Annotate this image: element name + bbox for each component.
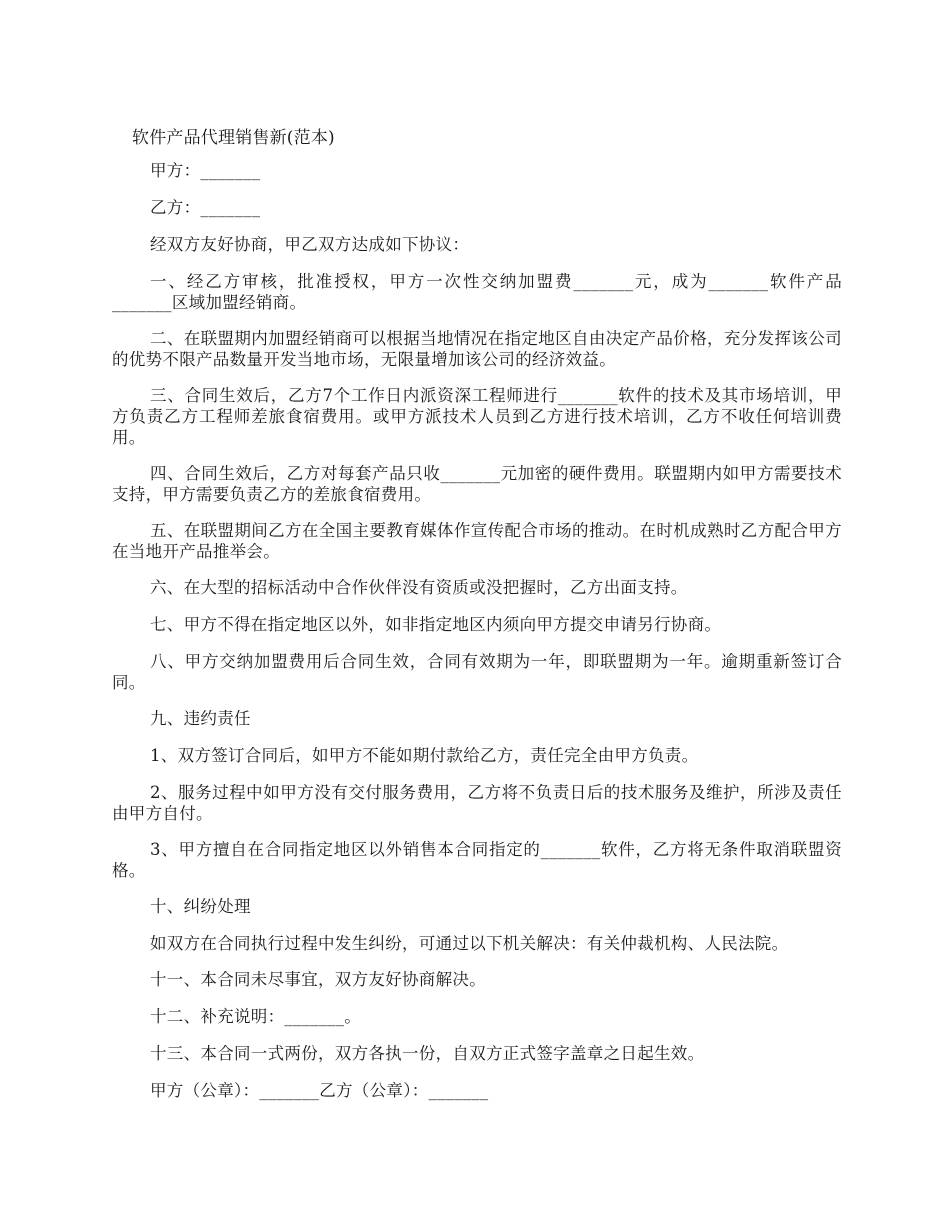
signature-line: 甲方（公章）：_______乙方（公章）：_______: [150, 1081, 489, 1100]
clause-12: 十二、补充说明：_______。: [150, 1007, 362, 1026]
section-heading-breach: 九、违约责任: [150, 709, 251, 728]
breach-item-1: 1、双方签订合同后，如甲方不能如期付款给乙方，责任完全由甲方负责。: [150, 746, 699, 765]
clause-8: 八、甲方交纳加盟费用后合同生效，合同有效期为一年，即联盟期为一年。逾期重新签订合同。: [112, 652, 842, 692]
document-body: [112, 124, 842, 1117]
agreement-intro: 经双方友好协商，甲乙双方达成如下协议：: [150, 235, 470, 254]
clause-11: 十一、本合同未尽事宜，双方友好协商解决。: [150, 970, 486, 989]
section-heading-dispute: 十、纠纷处理: [150, 897, 251, 916]
party-b-line: 乙方：_______: [150, 198, 261, 217]
clause-5: 五、在联盟期间乙方在全国主要教育媒体作宣传配合市场的推动。在时机成熟时乙方配合甲方在当地开产品推举会。: [112, 521, 842, 561]
clause-13: 十三、本合同一式两份，双方各执一份，自双方正式签字盖章之日起生效。: [150, 1044, 705, 1063]
dispute-text: 如双方在合同执行过程中发生纠纷，可通过以下机关解决：有关仲裁机构、人民法院。: [150, 934, 789, 953]
breach-item-3: 3、甲方擅自在合同指定地区以外销售本合同指定的_______软件，乙方将无条件取消联盟资格。: [112, 840, 842, 880]
party-a-line: 甲方：_______: [150, 161, 261, 180]
clause-7: 七、甲方不得在指定地区以外，如非指定地区内须向甲方提交申请另行协商。: [150, 615, 722, 634]
clause-6: 六、在大型的招标活动中合作伙伴没有资质或没把握时，乙方出面支持。: [150, 578, 688, 597]
breach-item-2: 2、服务过程中如甲方没有交付服务费用，乙方将不负责日后的技术服务及维护，所涉及责任由甲方自付。: [112, 783, 842, 823]
clause-1: 一、经乙方审核，批准授权，甲方一次性交纳加盟费_______元，成为_______软件产品_______区域加盟经销商。: [112, 272, 842, 312]
clause-4: 四、合同生效后，乙方对每套产品只收_______元加密的硬件费用。联盟期内如甲方需要技术支持，甲方需要负责乙方的差旅食宿费用。: [112, 464, 842, 504]
document-title: 软件产品代理销售新(范本): [132, 128, 335, 148]
clause-2: 二、在联盟期内加盟经销商可以根据当地情况在指定地区自由决定产品价格，充分发挥该公司的优势不限产品数量开发当地市场，无限量增加该公司的经济效益。: [112, 329, 842, 369]
clause-3: 三、合同生效后，乙方7个工作日内派资深工程师进行_______软件的技术及其市场培训，甲方负责乙方工程师差旅食宿费用。或甲方派技术人员到乙方进行技术培训，乙方不收任何培训费用。: [112, 386, 842, 447]
